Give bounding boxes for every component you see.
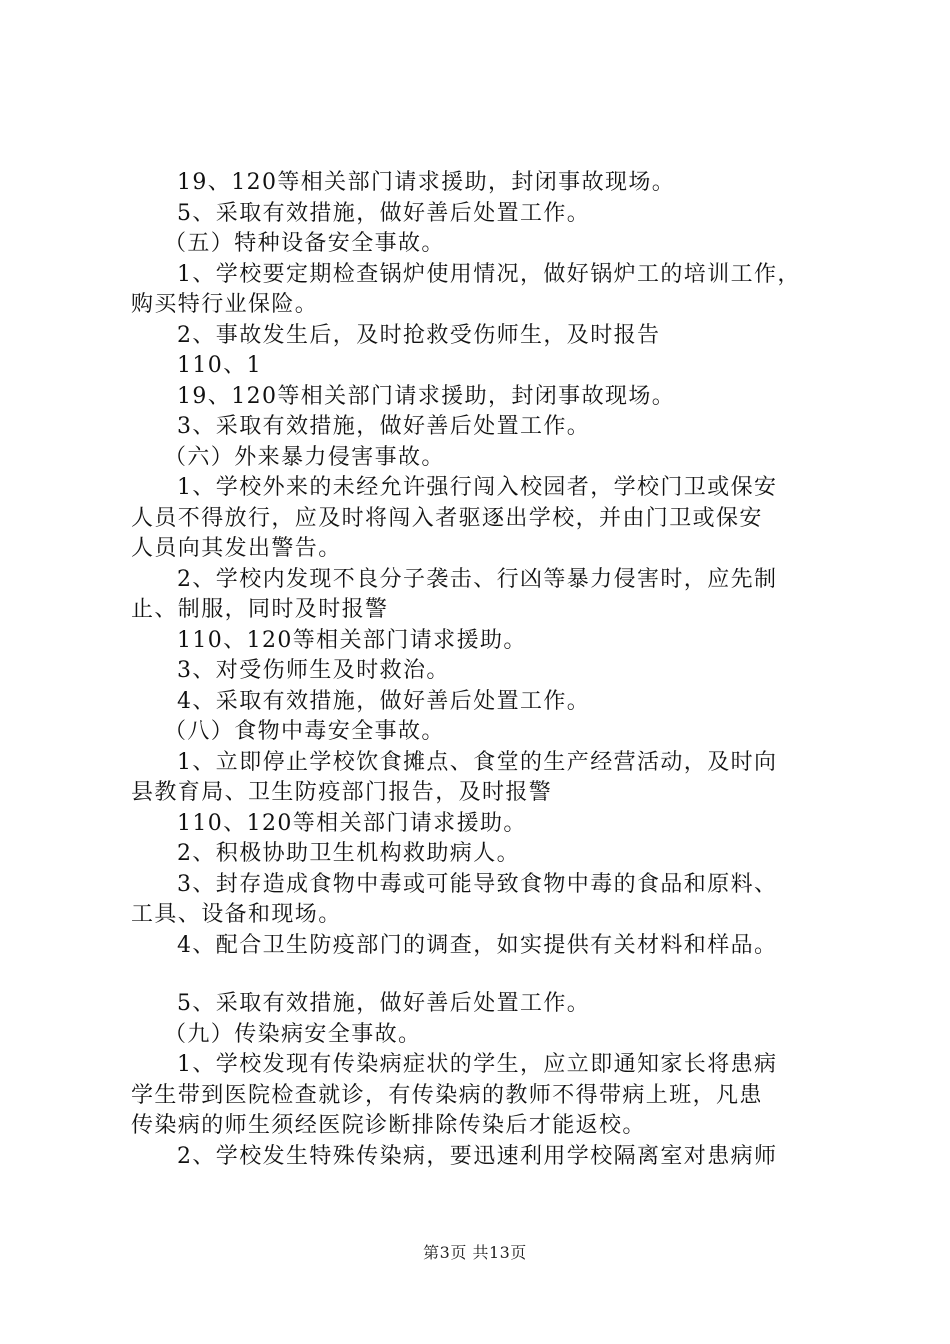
section-heading-line: （六）外来暴力侵害事故。	[164, 444, 445, 470]
text-line: 2、学校内发现不良分子袭击、行凶等暴力侵害时，应先制	[177, 566, 778, 592]
text-line: 110、1	[177, 353, 262, 378]
document-body	[131, 168, 831, 1172]
text-line: 19、120等相关部门请求援助，封闭事故现场。	[177, 170, 676, 195]
text-line: 1、立即停止学校饮食摊点、食堂的生产经营活动，及时向	[177, 749, 778, 775]
text-line: 3、封存造成食物中毒或可能导致食物中毒的食品和原料、	[177, 871, 778, 897]
section-heading-line: （八）食物中毒安全事故。	[164, 719, 445, 744]
text-line: 4、配合卫生防疫部门的调查，如实提供有关材料和样品。	[177, 932, 778, 958]
text-line: 人员向其发出警告。	[131, 536, 342, 561]
text-line: 传染病的师生须经医院诊断排除传染后才能返校。	[131, 1113, 646, 1138]
page-footer: 第3页 共13页	[423, 1243, 527, 1262]
text-line: 110、120等相关部门请求援助。	[177, 627, 527, 653]
text-line: 3、对受伤师生及时救治。	[177, 658, 450, 683]
text-line: 1、学校外来的未经允许强行闯入校园者，学校门卫或保安	[177, 475, 778, 500]
text-line: 4、采取有效措施，做好善后处置工作。	[177, 688, 591, 714]
text-line: 1、学校要定期检查锅炉使用情况，做好锅炉工的培训工作，	[177, 261, 801, 287]
section-heading-line: （五）特种设备安全事故。	[164, 231, 445, 256]
text-line: 2、积极协助卫生机构救助病人。	[177, 841, 520, 866]
section-heading-line: （九）传染病安全事故。	[164, 1021, 422, 1047]
text-line: 县教育局、卫生防疫部门报告，及时报警	[131, 780, 553, 805]
text-line: 2、事故发生后，及时抢救受伤师生，及时报告	[177, 322, 661, 348]
text-line: 购买特行业保险。	[131, 292, 319, 317]
paragraph-gap	[131, 961, 831, 989]
text-line: 学生带到医院检查就诊，有传染病的教师不得带病上班，凡患	[131, 1082, 763, 1108]
text-line: 工具、设备和现场。	[131, 902, 342, 927]
text-line: 5、采取有效措施，做好善后处置工作。	[177, 200, 591, 226]
text-line: 5、采取有效措施，做好善后处置工作。	[177, 991, 591, 1016]
text-line: 110、120等相关部门请求援助。	[177, 810, 527, 836]
text-line: 19、120等相关部门请求援助，封闭事故现场。	[177, 383, 676, 409]
text-line: 2、学校发生特殊传染病，要迅速利用学校隔离室对患病师	[177, 1143, 778, 1169]
text-line: 止、制服，同时及时报警	[131, 597, 389, 622]
text-line: 3、采取有效措施，做好善后处置工作。	[177, 414, 591, 439]
text-line: 1、学校发现有传染病症状的学生，应立即通知家长将患病	[177, 1052, 778, 1077]
text-line: 人员不得放行，应及时将闯入者驱逐出学校，并由门卫或保安	[131, 505, 763, 531]
